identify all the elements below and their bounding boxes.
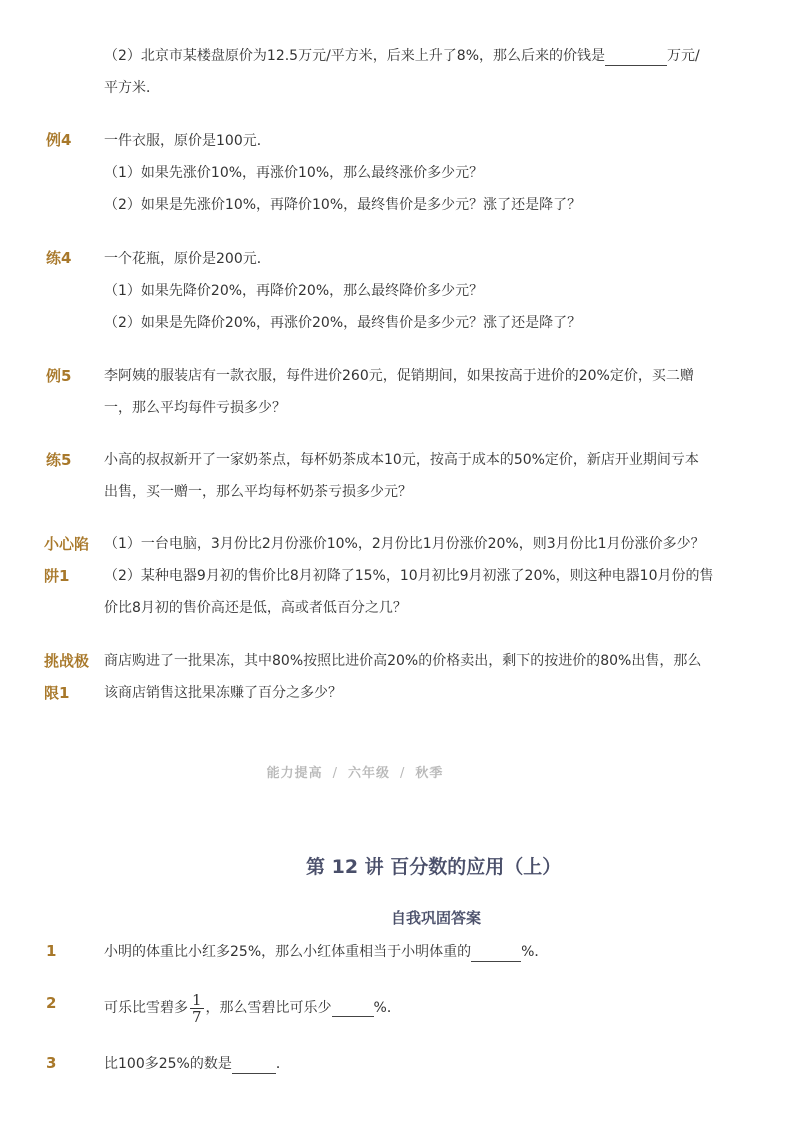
practice-4-intro: 一个花瓶，原价是200元． xyxy=(104,251,271,267)
trap-1-label-b: 阱1 xyxy=(44,567,70,585)
example-5-line1: 李阿姨的服装店有一款衣服，每件进价260元，促销期间，如果按高于进价的20%定价，买二赠 xyxy=(104,368,694,384)
answer-3-text: 比100多25%的数是 ． xyxy=(104,1056,290,1072)
example-5-line2: 一，那么平均每件亏损多少？ xyxy=(104,400,286,416)
trap-1-label-a: 小心陷 xyxy=(44,535,90,553)
challenge-1-line1: 商店购进了一批果冻，其中80%按照比进价高20%的价格卖出，剩下的按进价的80%出售，那么 xyxy=(104,653,702,669)
example-5-label: 例5 xyxy=(46,367,72,385)
answer-3-number: 3 xyxy=(46,1054,57,1072)
footer-crumb-grade: 六年级 xyxy=(347,766,390,781)
answer-blank[interactable] xyxy=(332,1000,374,1017)
answer-1-text: 小明的体重比小红多25%，那么小红体重相当于小明体重的 %． xyxy=(104,944,549,960)
answer-2-text: 可乐比雪碧多 $\frac{1}{7}$ ，那么雪碧比可乐少 %． xyxy=(104,990,401,1026)
challenge-1-line2: 该商店销售这批果冻赚了百分之多少？ xyxy=(104,685,342,701)
answer-1-number: 1 xyxy=(46,942,57,960)
example-4-intro: 一件衣服，原价是100元． xyxy=(104,133,271,149)
challenge-1-label-a: 挑战极 xyxy=(44,652,90,670)
answer-blank[interactable] xyxy=(471,945,521,962)
example-4-label: 例4 xyxy=(46,131,72,149)
practice-4-q1: （1）如果先降价20%，再降价20%，那么最终降价多少元？ xyxy=(104,283,484,299)
trap-1-q2-line2: 价比8月初的售价高还是低，高或者低百分之几？ xyxy=(104,600,407,616)
footer-crumb-season: 秋季 xyxy=(415,766,444,781)
footer-separator: / xyxy=(400,766,406,781)
practice-5-line1: 小高的叔叔新开了一家奶茶点，每杯奶茶成本10元，按高于成本的50%定价，新店开业期间亏本 xyxy=(104,452,699,468)
answer-blank[interactable] xyxy=(605,49,667,66)
section-title: 自我巩固答案 xyxy=(391,909,482,927)
practice-4-label: 练4 xyxy=(46,249,72,267)
top-q2-line1: （2）北京市某楼盘原价为12.5万元/平方米，后来上升了8%，那么后来的价钱是 万元/ xyxy=(104,48,700,64)
practice-5-label: 练5 xyxy=(46,451,72,469)
fraction: $\frac{1}{7}$ xyxy=(192,990,202,1026)
footer-crumb-level: 能力提高 xyxy=(266,766,323,781)
practice-5-line2: 出售，买一赠一，那么平均每杯奶茶亏损多少元？ xyxy=(104,484,412,500)
lecture-title: 第 12 讲 百分数的应用（上） xyxy=(306,856,562,878)
trap-1-q1: （1）一台电脑，3月份比2月份涨价10%，2月份比1月份涨价20%，则3月份比1月份涨价多少？ xyxy=(104,536,705,552)
top-q2-line2: 平方米． xyxy=(104,80,160,96)
challenge-1-label-b: 限1 xyxy=(44,684,70,702)
example-4-q2: （2）如果是先涨价10%，再降价10%，最终售价是多少元？涨了还是降了？ xyxy=(104,197,582,213)
practice-4-q2: （2）如果是先降价20%，再涨价20%，最终售价是多少元？涨了还是降了？ xyxy=(104,315,582,331)
answer-2-number: 2 xyxy=(46,994,57,1012)
answer-blank[interactable] xyxy=(232,1057,276,1074)
example-4-q1: （1）如果先涨价10%，再涨价10%，那么最终涨价多少元？ xyxy=(104,165,484,181)
page-footer-breadcrumb xyxy=(0,762,710,781)
footer-separator: / xyxy=(332,766,338,781)
trap-1-q2-line1: （2）某种电器9月初的售价比8月初降了15%，10月初比9月初涨了20%，则这种电器10月份的售 xyxy=(104,568,714,584)
